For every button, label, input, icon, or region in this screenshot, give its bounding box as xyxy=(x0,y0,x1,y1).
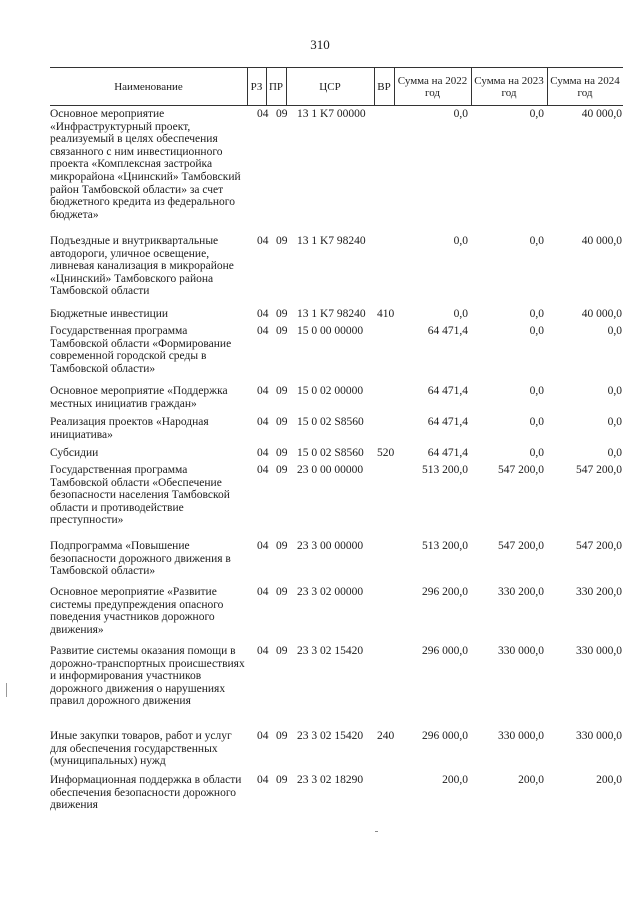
row-pr: 09 xyxy=(276,325,288,337)
row-sum-2024: 547 200,0 xyxy=(576,464,622,476)
scan-mark xyxy=(6,683,7,697)
row-sum-2022: 64 471,4 xyxy=(427,447,468,459)
row-sum-2022: 0,0 xyxy=(453,235,468,247)
row-sum-2023: 0,0 xyxy=(529,108,544,120)
header-sum-2024: Сумма на 2024 год xyxy=(550,74,620,99)
row-rz: 04 xyxy=(257,540,269,552)
row-sum-2022: 200,0 xyxy=(442,774,468,786)
row-csr: 23 3 02 15420 xyxy=(297,645,364,657)
row-name: Основное мероприятие «Инфраструктурный проект, реализуемый в целях обеспечения связанного с ним инвестиционного проекта «Комплексная застройка микрорайона «Цнинский» Тамбовский район Тамбовской области» за счет бюджетного кредита из федерального бюджета» xyxy=(50,108,241,221)
row-name: Иные закупки товаров, работ и услуг для обеспечения государственных (муниципальных) нужд xyxy=(50,730,232,768)
row-sum-2024: 0,0 xyxy=(607,385,622,397)
row-sum-2022: 64 471,4 xyxy=(427,416,468,428)
row-sum-2024: 0,0 xyxy=(607,416,622,428)
row-sum-2024: 40 000,0 xyxy=(581,308,622,320)
row-sum-2023: 0,0 xyxy=(529,416,544,428)
row-name: Подъездные и внутриквартальные автодороги, уличное освещение, ливневая канализация в микрорайоне «Цнинский» Тамбовского района Тамбовской области xyxy=(50,235,234,298)
row-pr: 09 xyxy=(276,586,288,598)
row-pr: 09 xyxy=(276,308,288,320)
row-sum-2023: 330 200,0 xyxy=(498,586,544,598)
row-rz: 04 xyxy=(257,586,269,598)
row-name: Реализация проектов «Народная инициатива» xyxy=(50,416,209,441)
row-sum-2022: 0,0 xyxy=(453,308,468,320)
row-pr: 09 xyxy=(276,540,288,552)
row-sum-2024: 0,0 xyxy=(607,447,622,459)
table-header xyxy=(50,67,623,106)
row-rz: 04 xyxy=(257,774,269,786)
row-sum-2023: 200,0 xyxy=(518,774,544,786)
row-pr: 09 xyxy=(276,235,288,247)
row-sum-2022: 296 000,0 xyxy=(422,730,468,742)
row-rz: 04 xyxy=(257,464,269,476)
row-sum-2024: 40 000,0 xyxy=(581,235,622,247)
row-csr: 13 1 K7 98240 xyxy=(297,235,366,247)
row-sum-2022: 513 200,0 xyxy=(422,540,468,552)
header-rz: РЗ xyxy=(250,80,263,93)
row-sum-2023: 547 200,0 xyxy=(498,540,544,552)
row-sum-2024: 330 200,0 xyxy=(576,586,622,598)
row-pr: 09 xyxy=(276,108,288,120)
row-csr: 13 1 K7 98240 xyxy=(297,308,366,320)
row-name: Государственная программа Тамбовской области «Обеспечение безопасности населения Тамбовской области и противодействие преступности» xyxy=(50,464,230,527)
row-rz: 04 xyxy=(257,385,269,397)
row-csr: 13 1 K7 00000 xyxy=(297,108,366,120)
header-csr: ЦСР xyxy=(319,80,341,93)
row-sum-2023: 547 200,0 xyxy=(498,464,544,476)
row-rz: 04 xyxy=(257,730,269,742)
header-name: Наименование xyxy=(114,80,183,93)
header-vr: ВР xyxy=(377,80,391,93)
row-sum-2024: 0,0 xyxy=(607,325,622,337)
row-name: Государственная программа Тамбовской области «Формирование современной городской среды в Тамбовской области» xyxy=(50,325,232,375)
row-csr: 15 0 02 S8560 xyxy=(297,416,364,428)
row-sum-2022: 0,0 xyxy=(453,108,468,120)
row-vr: 410 xyxy=(377,308,395,320)
row-csr: 23 3 02 00000 xyxy=(297,586,364,598)
row-sum-2024: 200,0 xyxy=(596,774,622,786)
row-pr: 09 xyxy=(276,774,288,786)
row-csr: 15 0 02 00000 xyxy=(297,385,364,397)
row-vr: 240 xyxy=(377,730,395,742)
row-csr: 15 0 02 S8560 xyxy=(297,447,364,459)
row-name: Основное мероприятие «Развитие системы предупреждения опасного поведения участников дорожного движения» xyxy=(50,586,224,636)
row-csr: 23 3 02 18290 xyxy=(297,774,364,786)
row-csr: 23 0 00 00000 xyxy=(297,464,364,476)
row-sum-2023: 0,0 xyxy=(529,385,544,397)
row-name: Субсидии xyxy=(50,447,99,459)
row-pr: 09 xyxy=(276,464,288,476)
row-pr: 09 xyxy=(276,645,288,657)
row-name: Основное мероприятие «Поддержка местных инициатив граждан» xyxy=(50,385,228,410)
row-csr: 15 0 00 00000 xyxy=(297,325,364,337)
header-sum-2022: Сумма на 2022 год xyxy=(397,74,468,99)
row-sum-2024: 547 200,0 xyxy=(576,540,622,552)
row-sum-2023: 0,0 xyxy=(529,325,544,337)
header-pr: ПР xyxy=(268,80,284,93)
row-sum-2022: 64 471,4 xyxy=(427,385,468,397)
row-rz: 04 xyxy=(257,447,269,459)
row-csr: 23 3 02 15420 xyxy=(297,730,364,742)
row-sum-2023: 0,0 xyxy=(529,308,544,320)
row-sum-2023: 0,0 xyxy=(529,447,544,459)
row-rz: 04 xyxy=(257,416,269,428)
row-name: Развитие системы оказания помощи в дорожно-транспортных происшествиях и информирования участников дорожного движения о нарушениях правил дорожного движения xyxy=(50,645,245,708)
scan-dot xyxy=(375,831,378,832)
row-rz: 04 xyxy=(257,308,269,320)
row-vr: 520 xyxy=(377,447,395,459)
row-pr: 09 xyxy=(276,447,288,459)
row-name: Подпрограмма «Повышение безопасности дорожного движения в Тамбовской области» xyxy=(50,540,231,578)
row-sum-2023: 0,0 xyxy=(529,235,544,247)
header-sum-2023: Сумма на 2023 год xyxy=(474,74,544,99)
row-sum-2023: 330 000,0 xyxy=(498,645,544,657)
row-name: Информационная поддержка в области обеспечения безопасности дорожного движения xyxy=(50,774,242,812)
row-rz: 04 xyxy=(257,235,269,247)
row-sum-2022: 296 200,0 xyxy=(422,586,468,598)
row-sum-2024: 330 000,0 xyxy=(576,645,622,657)
row-rz: 04 xyxy=(257,325,269,337)
row-sum-2024: 330 000,0 xyxy=(576,730,622,742)
row-csr: 23 3 00 00000 xyxy=(297,540,364,552)
row-rz: 04 xyxy=(257,645,269,657)
row-sum-2022: 513 200,0 xyxy=(422,464,468,476)
page-number: 310 xyxy=(310,37,330,52)
row-pr: 09 xyxy=(276,385,288,397)
row-rz: 04 xyxy=(257,108,269,120)
row-sum-2022: 296 000,0 xyxy=(422,645,468,657)
row-sum-2022: 64 471,4 xyxy=(427,325,468,337)
row-name: Бюджетные инвестиции xyxy=(50,308,169,320)
row-sum-2024: 40 000,0 xyxy=(581,108,622,120)
row-sum-2023: 330 000,0 xyxy=(498,730,544,742)
row-pr: 09 xyxy=(276,416,288,428)
row-pr: 09 xyxy=(276,730,288,742)
